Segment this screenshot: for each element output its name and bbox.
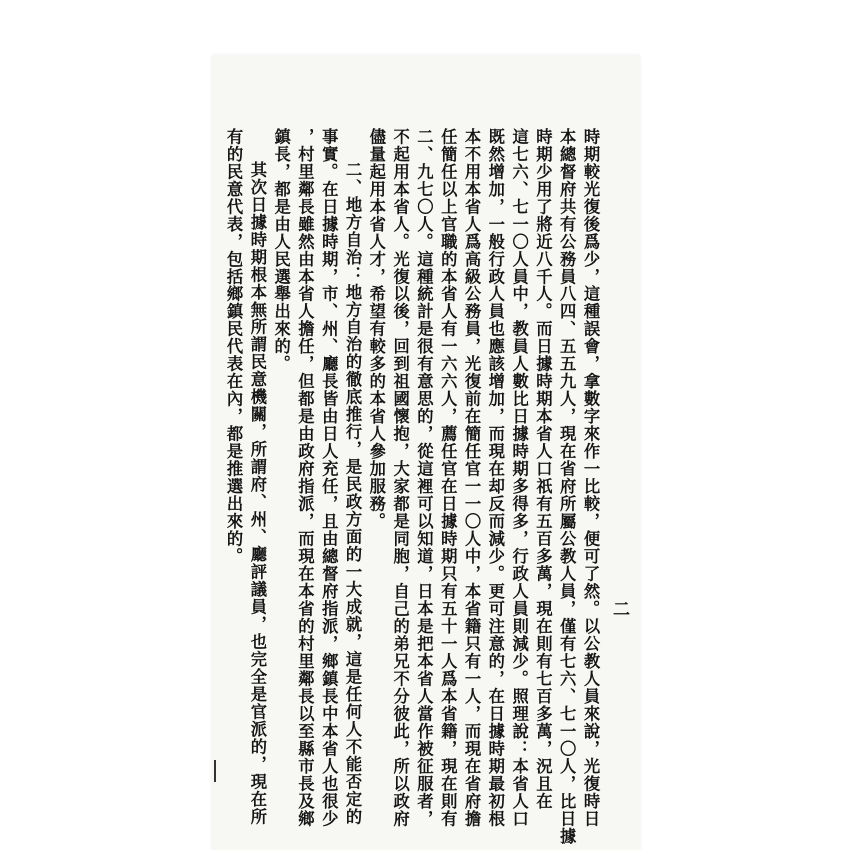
body-text xyxy=(224,128,602,846)
text-line: 這七六、七一〇人員中，教員人數比日據時期多得多，行政人員則減少。照理說：本省人口 xyxy=(509,128,529,828)
text-line: 二、地方自治：地方自治的徹底推行，是民政方面的一大成就，這是任何人不能否定的 xyxy=(343,160,363,826)
text-line: 事實。在日據時期，市、州、廳長皆由日人充任，且由總督府指派，鄉鎮長中本省人也很少 xyxy=(319,128,339,828)
text-line: 任簡任以上官職的本省人有一六六人，薦任官在日據時期只有五十一人爲本省籍，現在則有 xyxy=(438,128,458,828)
text-line: 時期較光復後爲少，這種誤會，拿數字來作一比較，便可了然。以公教人員來說，光復時日 xyxy=(581,128,600,828)
text-line: 儘量起用本省人才，希望有較多的本省人參加服務。 xyxy=(366,128,386,531)
text-line: 二、九七〇人。這種統計是很有意思的，從這裡可以知道，日本是把本省人當作被征服者， xyxy=(414,128,434,828)
text-line: 本不用本省人爲高級公務員，光復前在簡任官一一〇人中，本省籍只有一人，而現在省府擔 xyxy=(462,128,482,828)
scan-mark xyxy=(214,760,216,782)
text-line: 既然增加，一般行政人員也應該增加，而現在却反而減少。更可注意的，在日據時期最初根 xyxy=(485,128,505,828)
text-line: 其次日據時期根本無所謂民意機關，所謂府、州、廳評議員，也完全是官派的，現在所 xyxy=(247,160,267,826)
text-line: 不起用本省人。光復以後，回到祖國懷抱，大家都是同胞，自己的弟兄不分彼此，所以政府 xyxy=(390,128,410,828)
text-line: 本總督府共有公務員八四、五五九人，現在省府所屬公教人員，僅有七六、七一〇人，比日據 xyxy=(557,128,577,846)
text-line: 時期少用了將近八千人。而日據時期本省人口祇有五百多萬，現在則有七百多萬，況且在 xyxy=(533,128,553,811)
page-number: 二 xyxy=(609,599,629,617)
text-line: 有的民意代表，包括鄉鎮民代表在內，都是推選出來的。 xyxy=(224,128,244,566)
text-line: ，村里鄰長雖然由本省人擔任，但都是由政府指派，而現在本省的村里鄰長以至縣市長及鄉 xyxy=(295,128,315,828)
text-line: 鎮長，都是由人民選舉出來的。 xyxy=(271,128,291,373)
